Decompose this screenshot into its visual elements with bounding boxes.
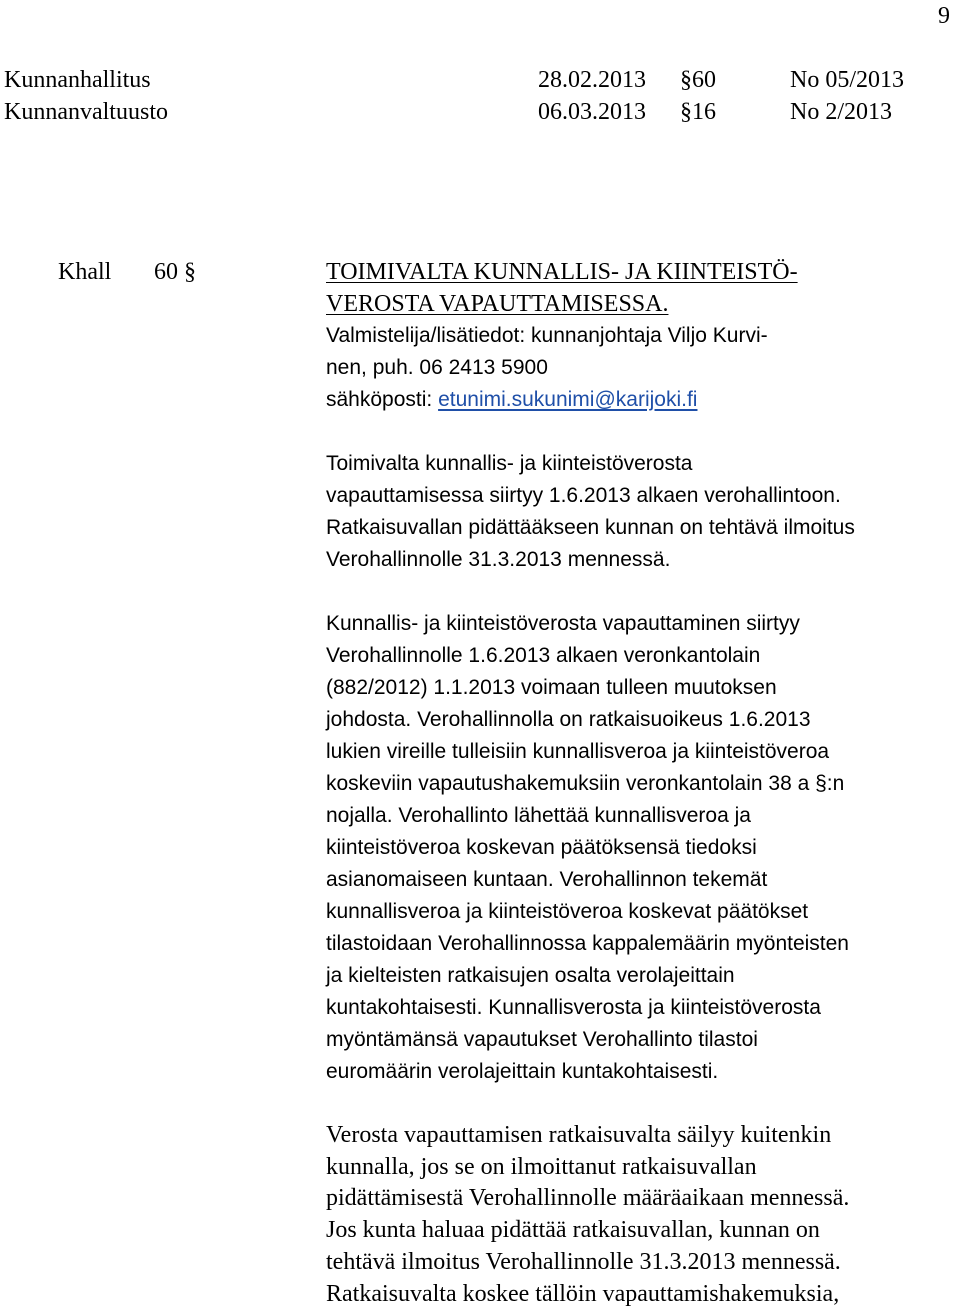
paragraph-line: pidättämisestä Verohallinnolle määräaikaan mennessä. xyxy=(326,1185,850,1212)
preparer-line: nen, puh. 06 2413 5900 xyxy=(326,356,548,379)
paragraph-line: Verohallinnolle 1.6.2013 alkaen veronkantolain xyxy=(326,644,761,667)
meeting-date: 28.02.2013 xyxy=(538,67,646,93)
preparer-info xyxy=(326,320,958,416)
item-title xyxy=(326,256,958,320)
paragraph-line: tehtävä ilmoitus Verohallinnolle 31.3.2013 mennessä. xyxy=(326,1248,841,1275)
paragraph-line: nojalla. Verohallinto lähettää kunnallisveroa ja xyxy=(326,804,751,827)
paragraph-line: Verosta vapauttamisen ratkaisuvalta säilyy kuitenkin xyxy=(326,1122,832,1148)
paragraph-line: Toimivalta kunnallis- ja kiinteistöverosta xyxy=(326,452,693,475)
paragraph-exemption-transfer xyxy=(326,608,958,1088)
paragraph-line: tilastoidaan Verohallinnossa kappalemäärin myönteisten xyxy=(326,932,849,955)
paragraph-line: Ratkaisuvalta koskee tällöin vapauttamishakemuksia, xyxy=(326,1280,840,1307)
paragraph-line: kiinteistöveroa koskevan päätöksensä tiedoksi xyxy=(326,836,757,859)
paragraph-line: (882/2012) 1.1.2013 voimaan tulleen muutoksen xyxy=(326,676,777,699)
paragraph-line: Jos kunta haluaa pidättää ratkaisuvallan, kunnan on xyxy=(326,1217,820,1244)
title-line: TOIMIVALTA KUNNALLIS- JA KIINTEISTÖ- xyxy=(326,259,798,285)
paragraph-line: vapauttamisessa siirtyy 1.6.2013 alkaen verohallintoon. xyxy=(326,484,841,507)
email-link[interactable]: etunimi.sukunimi@karijoki.fi xyxy=(438,388,698,411)
paragraph-line: johdosta. Verohallinnolla on ratkaisuoikeus 1.6.2013 xyxy=(326,708,811,731)
meeting-body: Kunnanhallitus xyxy=(4,67,151,93)
paragraph-line: koskeviin vapautushakemuksiin veronkantolain 38 a §:n xyxy=(326,772,845,795)
paragraph-jurisdiction-transfer xyxy=(326,448,958,576)
paragraph-line: myöntämänsä vapautukset Verohallinto tilastoi xyxy=(326,1028,758,1051)
meeting-date: 06.03.2013 xyxy=(538,99,646,125)
paragraph-line: kunnalla, jos se on ilmoittanut ratkaisuvallan xyxy=(326,1153,757,1180)
paragraph-line: asianomaiseen kuntaan. Verohallinnon tekemät xyxy=(326,868,768,891)
meeting-body: Kunnanvaltuusto xyxy=(4,99,168,125)
meeting-number: No 05/2013 xyxy=(790,67,904,93)
item-content xyxy=(326,256,958,1310)
item-section: 60 § xyxy=(154,259,196,285)
paragraph-line: ja kielteisten ratkaisujen osalta verolajeittain xyxy=(326,964,735,987)
email-label: sähköposti: xyxy=(326,388,439,411)
paragraph-line: kunnallisveroa ja kiinteistöveroa koskevat päätökset xyxy=(326,900,809,923)
preparer-line: Valmistelija/lisätiedot: kunnanjohtaja Viljo Kurvi- xyxy=(326,324,768,347)
paragraph-line: Kunnallis- ja kiinteistöverosta vapauttaminen siirtyy xyxy=(326,612,800,635)
paragraph-line: lukien vireille tulleisiin kunnallisveroa ja kiinteistöveroa xyxy=(326,740,830,763)
paragraph-municipal-retention xyxy=(326,1120,958,1310)
email-line xyxy=(326,384,958,416)
paragraph-line: Verohallinnolle 31.3.2013 mennessä. xyxy=(326,548,671,571)
paragraph-line: Ratkaisuvallan pidättääkseen kunnan on tehtävä ilmoitus xyxy=(326,516,855,539)
meeting-section: §60 xyxy=(680,67,716,93)
meeting-section: §16 xyxy=(680,99,716,125)
item-body: Khall xyxy=(58,259,112,285)
paragraph-line: kuntakohtaisesti. Kunnallisverosta ja kiinteistöverosta xyxy=(326,996,821,1019)
title-line: VEROSTA VAPAUTTAMISESSA. xyxy=(326,291,669,317)
meeting-number: No 2/2013 xyxy=(790,99,892,125)
page-number: 9 xyxy=(938,3,950,29)
paragraph-line: euromäärin verolajeittain kuntakohtaisesti. xyxy=(326,1060,719,1083)
